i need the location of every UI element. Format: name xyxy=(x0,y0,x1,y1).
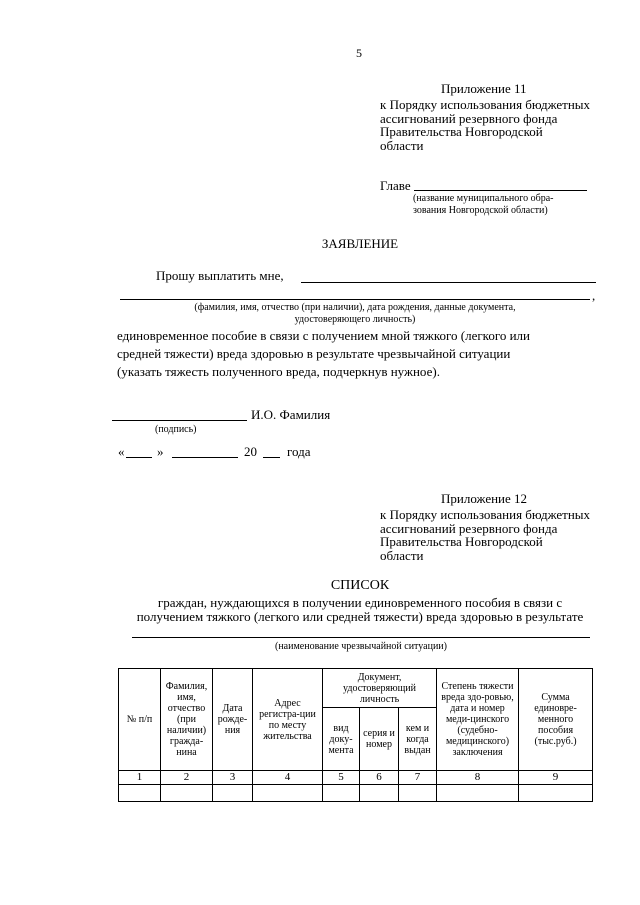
table-cell xyxy=(519,785,593,802)
column-number: 4 xyxy=(253,771,323,785)
signature-caption: (подпись) xyxy=(155,424,197,435)
table-cell xyxy=(399,785,437,802)
date-year-line xyxy=(263,457,280,458)
statement-request: Прошу выплатить мне, xyxy=(156,268,284,283)
col-header-doc-issued: кем и когда выдан xyxy=(399,708,437,771)
emergency-line xyxy=(132,637,590,638)
date-suffix: года xyxy=(287,444,311,459)
column-numbers-row xyxy=(119,771,593,785)
col-header-number: № п/п xyxy=(119,669,161,771)
statement-body: единовременное пособие в связи с получением мной тяжкого (легкого или средней тяжести) вреда здоровью в результате чрезвычайной ситуации (указать тяжесть полученного вреда, подчеркнув нужное). xyxy=(117,328,530,379)
emergency-caption: (наименование чрезвычайной ситуации) xyxy=(275,641,447,652)
annex-11-title: Приложение 11 xyxy=(441,81,527,96)
table-cell xyxy=(360,785,399,802)
date-open-quote: « xyxy=(118,444,125,459)
column-number: 8 xyxy=(437,771,519,785)
signature-name: И.О. Фамилия xyxy=(251,407,331,422)
date-year-prefix: 20 xyxy=(244,444,257,459)
annex-11-reference: к Порядку использования бюджетных ассигнований резервного фонда Правительства Новгородской области xyxy=(380,97,591,153)
column-number: 1 xyxy=(119,771,161,785)
date-close-quote: » xyxy=(157,444,164,459)
annex-12-title: Приложение 12 xyxy=(441,491,528,506)
date-month-line xyxy=(172,457,238,458)
column-number: 7 xyxy=(399,771,437,785)
col-header-amount: Сумма единовре-менного пособия (тыс.руб.) xyxy=(519,669,593,771)
col-header-doc-series: серия и номер xyxy=(360,708,399,771)
column-number: 2 xyxy=(161,771,213,785)
name-line-1 xyxy=(301,282,596,283)
addressee-label: Главе xyxy=(380,178,411,193)
table-cell xyxy=(119,785,161,802)
col-header-name: Фамилия, имя, отчество (при наличии) граждa-нина xyxy=(161,669,213,771)
addressee-line xyxy=(414,190,587,191)
statement-comma: , xyxy=(592,288,596,303)
list-subtitle: граждан, нуждающихся в получении единовременного пособия в связи с получением тяжкого (легкого или средней тяжести) вреда здоровью в результате xyxy=(136,595,584,624)
column-number: 3 xyxy=(213,771,253,785)
signature-line xyxy=(112,420,247,421)
citizens-table xyxy=(118,668,593,802)
name-line-2 xyxy=(120,299,590,300)
list-heading: СПИСОК xyxy=(330,578,390,593)
table-cell xyxy=(437,785,519,802)
table-row xyxy=(119,785,593,802)
table-cell xyxy=(161,785,213,802)
page-number: 5 xyxy=(356,46,362,60)
col-header-document: Документ, удостоверяющий личность xyxy=(323,669,437,708)
col-header-birth-date: Дата рожде-ния xyxy=(213,669,253,771)
statement-heading: ЗАЯВЛЕНИЕ xyxy=(321,236,399,251)
col-header-doc-type: вид доку-мента xyxy=(323,708,360,771)
table-cell xyxy=(253,785,323,802)
table-cell xyxy=(213,785,253,802)
statement-caption: (фамилия, имя, отчество (при наличии), дата рождения, данные документа, удостоверяющего личность) xyxy=(194,302,516,325)
col-header-severity: Степень тяжести вреда здо-ровью, дата и номер меди-цинского (судебно-медицинского) заключения xyxy=(437,669,519,771)
annex-12-reference: к Порядку использования бюджетных ассигнований резервного фонда Правительства Новгородской области xyxy=(380,507,591,563)
addressee-caption: (название муниципального обра- зования Новгородской области) xyxy=(413,193,554,216)
column-number: 6 xyxy=(360,771,399,785)
date-day-line xyxy=(126,457,152,458)
column-number: 5 xyxy=(323,771,360,785)
table-cell xyxy=(323,785,360,802)
col-header-address: Адрес регистра-ции по месту жительства xyxy=(253,669,323,771)
column-number: 9 xyxy=(519,771,593,785)
